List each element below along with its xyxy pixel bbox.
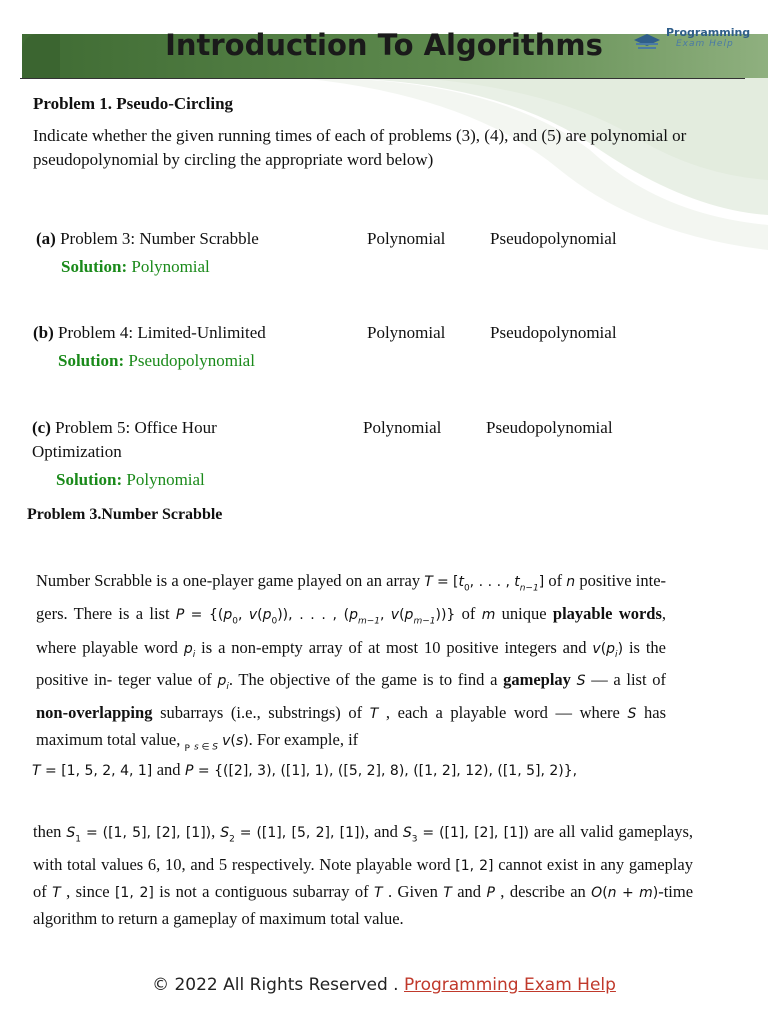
item-a [36,229,259,249]
option-pseudopolynomial[interactable]: Pseudopolynomial [490,323,617,342]
solution-b [58,351,255,371]
logo-text-secondary: Exam Help [676,39,734,49]
brand-logo [632,26,750,54]
item-label: (c) [32,418,51,437]
footer [0,975,768,995]
item-name: Problem 5: Office Hour [55,418,217,437]
option-pseudopolynomial[interactable]: Pseudopolynomial [486,418,613,437]
item-name: Problem 4: Limited-Unlimited [58,323,266,342]
problem1-intro: Indicate whether the given running times of each of problems (3), (4), and (5) are polynomial or pseudopolynomial by circling the appropriate word below) [33,126,687,169]
item-label: (a) [36,229,56,248]
solution-c [56,470,205,490]
header-divider [20,78,745,79]
solution-value: Pseudopolynomial [128,351,255,370]
solution-value: Polynomial [126,470,205,489]
graduation-cap-icon [632,30,662,50]
problem3-heading: Problem 3.Number Scrabble [27,506,223,523]
solution-a [61,257,210,277]
item-b [33,323,266,343]
option-polynomial[interactable]: Polynomial [367,229,446,248]
item-name-continued: Optimization [32,442,122,461]
logo-text-primary: Programming [666,26,751,39]
solution-label: Solution: [61,257,128,276]
solution-label: Solution: [56,470,123,489]
option-polynomial[interactable]: Polynomial [367,323,446,342]
item-name: Problem 3: Number Scrabble [60,229,259,248]
example-equation: T = [1, 5, 2, 4, 1] and P = {([2], 3), ([1], 1), ([5, 2], 8), ([1, 2], 12), ([1, 5], 2)}, [32,760,578,779]
option-pseudopolynomial[interactable]: Pseudopolynomial [490,229,617,248]
page-title: Introduction To Algorithms [165,28,603,62]
solution-label: Solution: [58,351,125,370]
option-polynomial[interactable]: Polynomial [363,418,442,437]
copyright-text: © 2022 All Rights Reserved . [152,975,399,995]
example-explanation: then $S_1 = ([1$, 5], [2], [1]), $S_2 = ([1]$, [5, 2], [1]), and $S_3 = ([1]$, [2], [1]) are all valid gameplays, with total values 6, 10, and 5 respectively. Note playable word [1, 2] cannot exist in any gameplay of T , since [1, 2] is not a contiguous subarray of T . Given T and P , describe an O(n + m)-time algorithm to return a gameplay of maximum total value. [33,822,694,929]
item-label: (b) [33,323,54,342]
item-c [32,418,217,438]
problem3-statement: Number Scrabble is a one-player game played on an array $T = [t_0$, . . . , $t_{n-1}$] of n positive inte- gers. There is a list $P = \{(p_0$, $v(p_0)$), . . . , ($p_{m-1}$, $v(p_{m-1})$)} of m unique playable words, where playable word $p_i$ is a non-empty array of at most 10 positive integers and $v(p_i)$ is the positive in- teger value of $p_i$. The objective of the game is to find a gameplay S — a list of non-overlapping subarrays (i.e., substrings) of T , each a playable word — where S has maximum total value, $_P$ $_{s \in S}$ v(s). For example, if [36,571,667,755]
footer-link[interactable]: Programming Exam Help [404,975,616,995]
problem1-heading: Problem 1. Pseudo-Circling [33,94,234,113]
solution-value: Polynomial [131,257,210,276]
